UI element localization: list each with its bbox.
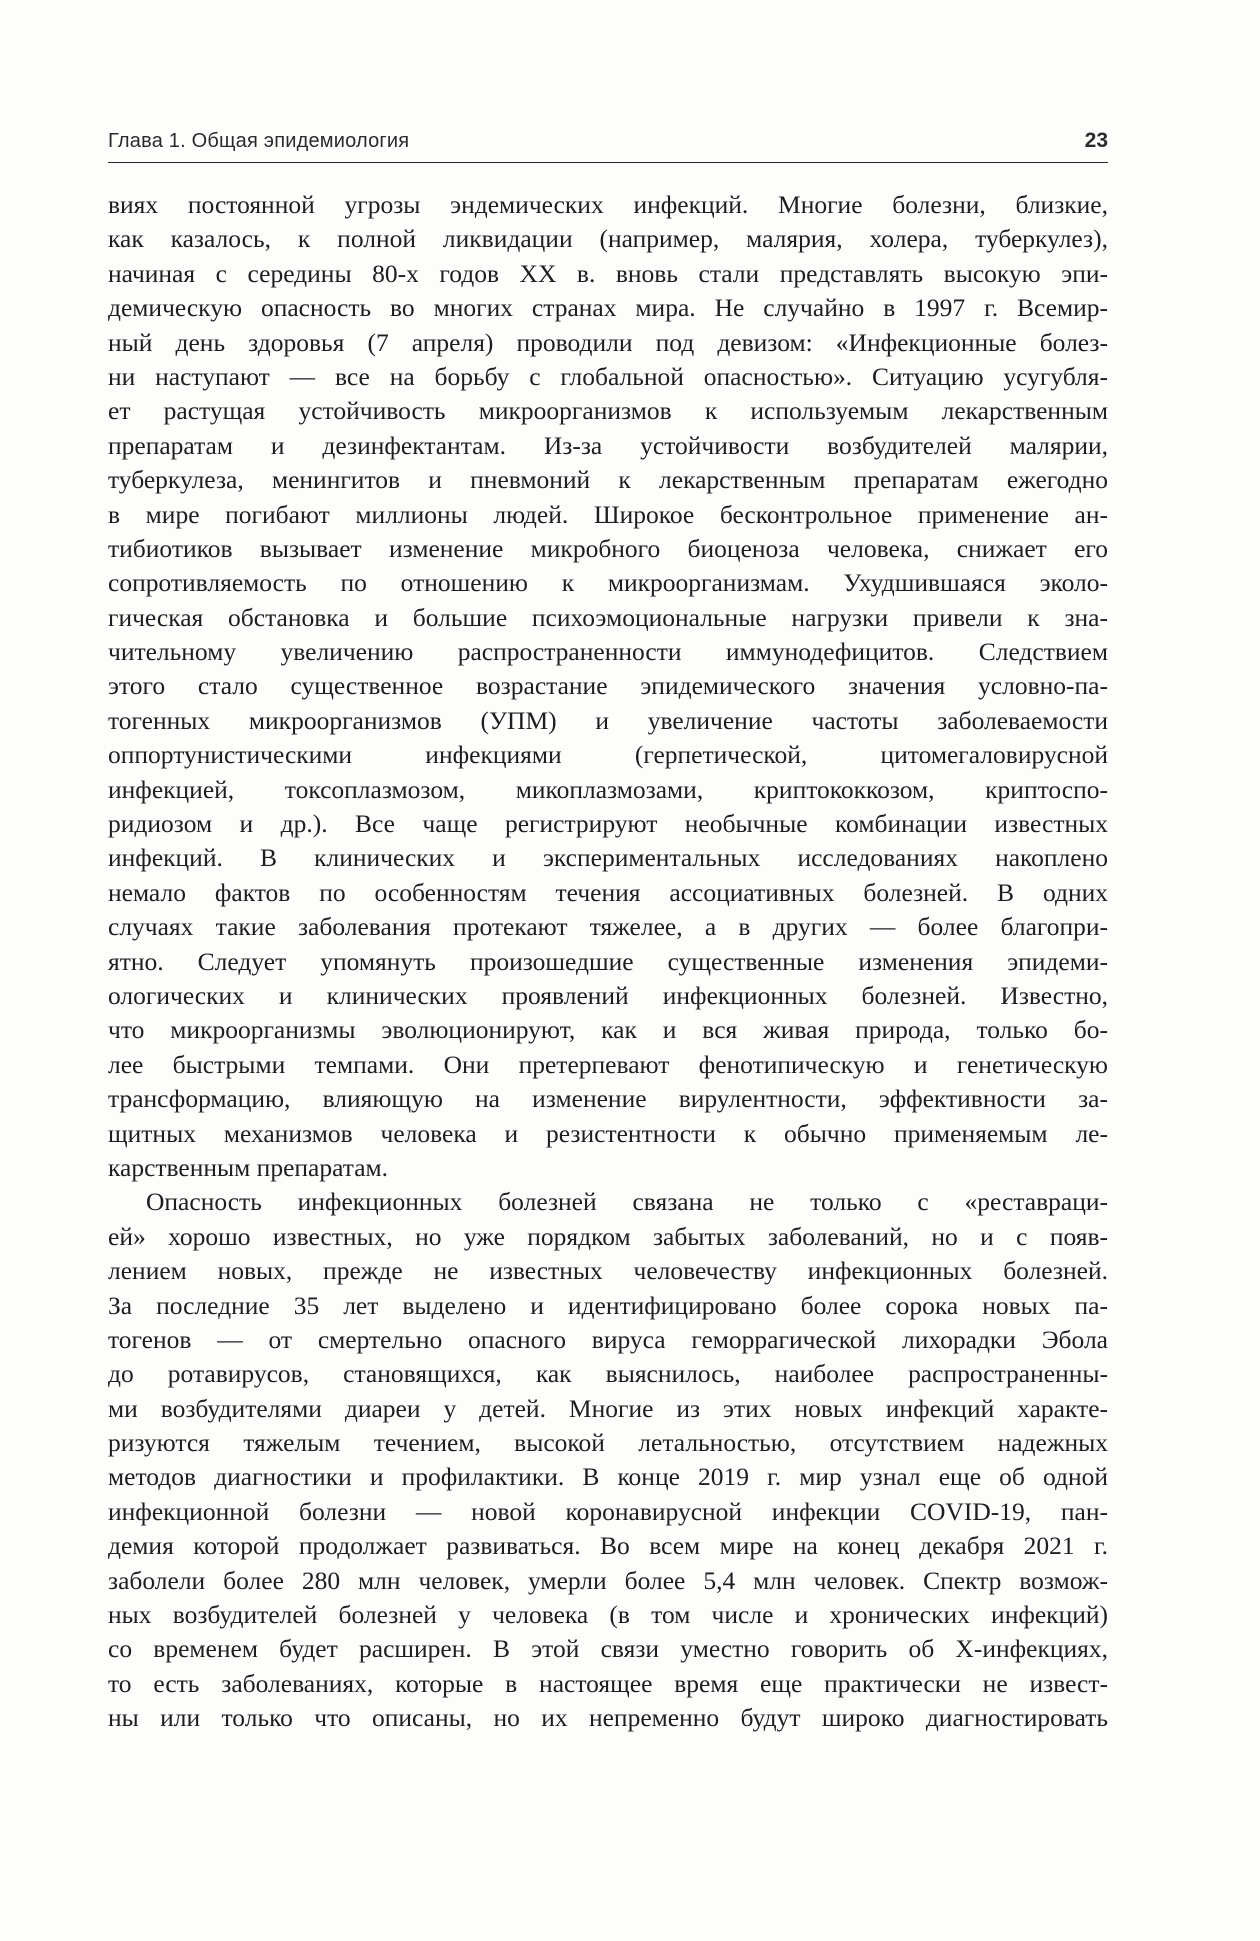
text-line: ный день здоровья (7 апреля) проводили под девизом: «Инфекционные болез- <box>108 327 1108 357</box>
text-line: в мире погибают миллионы людей. Широкое бесконтрольное применение ан- <box>108 499 1108 529</box>
text-line: демическую опасность во многих странах мира. Не случайно в 1997 г. Всемир- <box>108 293 1108 323</box>
text-line: ридиозом и др.). Все чаще регистрируют необычные комбинации известных <box>108 809 1108 839</box>
running-head <box>108 128 1108 163</box>
text-line: ятно. Следует упомянуть произошедшие существенные изменения эпидеми- <box>108 946 1108 976</box>
text-line: начиная с середины 80-х годов XX в. вновь стали представлять высокую эпи- <box>108 258 1108 288</box>
text-line: ных возбудителей болезней у человека (в том числе и хронических инфекций) <box>108 1600 1108 1630</box>
paragraph-1 <box>108 188 1108 1185</box>
text-line: карственным препаратам. <box>108 1152 389 1182</box>
text-line: методов диагностики и профилактики. В конце 2019 г. мир узнал еще об одной <box>108 1462 1108 1492</box>
text-line: заболели более 280 млн человек, умерли более 5,4 млн человек. Спектр возмож- <box>108 1565 1108 1595</box>
text-line: тогенов — от смертельно опасного вируса геморрагической лихорадки Эбола <box>108 1324 1108 1354</box>
text-line: препаратам и дезинфектантам. Из-за устойчивости возбудителей малярии, <box>108 430 1108 460</box>
text-line: ет растущая устойчивость микроорганизмов к используемым лекарственным <box>108 396 1108 426</box>
text-line: тогенных микроорганизмов (УПМ) и увеличение частоты заболеваемости <box>108 705 1108 735</box>
text-line: ны или только что описаны, но их непременно будут широко диагностировать <box>108 1703 1108 1733</box>
text-line: как казалось, к полной ликвидации (например, малярия, холера, туберкулез), <box>108 224 1108 254</box>
text-line: трансформацию, влияющую на изменение вирулентности, эффективности за- <box>108 1084 1108 1114</box>
text-line: немало фактов по особенностям течения ассоциативных болезней. В одних <box>108 877 1108 907</box>
text-line: щитных механизмов человека и резистентности к обычно применяемым ле- <box>108 1118 1108 1148</box>
page-number: 23 <box>1084 129 1108 152</box>
text-line: оппортунистическими инфекциями (герпетической, цитомегаловирусной <box>108 740 1108 770</box>
text-line: что микроорганизмы эволюционируют, как и вся живая природа, только бо- <box>108 1015 1108 1045</box>
chapter-title: Глава 1. Общая эпидемиология <box>108 130 410 152</box>
text-line: до ротавирусов, становящихся, как выяснилось, наиболее распространенны- <box>108 1359 1108 1389</box>
paragraph-2 <box>108 1185 1108 1735</box>
text-line: Опасность инфекционных болезней связана не только с «реставраци- <box>146 1187 1108 1217</box>
text-line: виях постоянной угрозы эндемических инфекций. Многие болезни, близкие, <box>108 190 1108 219</box>
text-line: то есть заболеваниях, которые в настоящее время еще практически не извест- <box>108 1668 1108 1698</box>
text-line: этого стало существенное возрастание эпидемического значения условно-па- <box>108 671 1108 701</box>
text-line: гическая обстановка и большие психоэмоциональные нагрузки привели к зна- <box>108 602 1108 632</box>
body-text <box>108 188 1108 1736</box>
text-line: тибиотиков вызывает изменение микробного биоценоза человека, снижает его <box>108 533 1108 563</box>
text-line: ни наступают — все на борьбу с глобальной опасностью». Ситуацию усугубля- <box>108 361 1108 391</box>
text-line: ми возбудителями диареи у детей. Многие из этих новых инфекций характе- <box>108 1393 1108 1423</box>
text-line: За последние 35 лет выделено и идентифицировано более сорока новых па- <box>108 1290 1108 1320</box>
text-line: инфекционной болезни — новой коронавирусной инфекции COVID-19, пан- <box>108 1496 1108 1526</box>
text-line: ризуются тяжелым течением, высокой летальностью, отсутствием надежных <box>108 1428 1108 1458</box>
text-line: случаях такие заболевания протекают тяжелее, а в других — более благопри- <box>108 912 1108 942</box>
text-line: ей» хорошо известных, но уже порядком забытых заболеваний, но и с появ- <box>108 1221 1108 1251</box>
text-line: лее быстрыми темпами. Они претерпевают фенотипическую и генетическую <box>108 1049 1108 1079</box>
text-line: лением новых, прежде не известных человечеству инфекционных болезней. <box>108 1256 1108 1286</box>
text-line: туберкулеза, менингитов и пневмоний к лекарственным препаратам ежегодно <box>108 465 1108 495</box>
text-line: ологических и клинических проявлений инфекционных болезней. Известно, <box>108 980 1108 1010</box>
text-line: чительному увеличению распространенности иммунодефицитов. Следствием <box>108 637 1108 667</box>
text-line: со временем будет расширен. В этой связи уместно говорить об Х-инфекциях, <box>108 1634 1108 1664</box>
text-line: демия которой продолжает развиваться. Во всем мире на конец декабря 2021 г. <box>108 1531 1108 1561</box>
text-line: инфекций. В клинических и экспериментальных исследованиях накоплено <box>108 843 1108 873</box>
text-line: инфекцией, токсоплазмозом, микоплазмозами, криптококкозом, криптоспо- <box>108 774 1108 804</box>
text-line: сопротивляемость по отношению к микроорганизмам. Ухудшившаяся эколо- <box>108 568 1108 598</box>
